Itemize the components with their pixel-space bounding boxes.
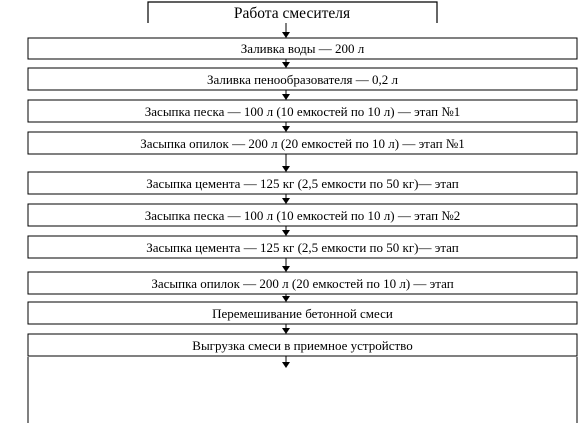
step-label-8: Засыпка опилок — 200 л (20 емкостей по 10 л) — этап xyxy=(151,276,454,291)
step-label-2: Заливка пенообразователя — 0,2 л xyxy=(206,72,399,87)
arrow-connector xyxy=(282,59,290,68)
step-box-1 xyxy=(28,38,577,59)
arrow-connector xyxy=(282,294,290,302)
step-box-10 xyxy=(28,334,577,356)
step-label-5: Засыпка цемента — 125 кг (2,5 емкости по 50 кг)— этап xyxy=(146,176,459,191)
step-label-1: Заливка воды — 200 л xyxy=(240,41,365,56)
step-label-7: Засыпка цемента — 125 кг (2,5 емкости по 50 кг)— этап xyxy=(146,240,459,255)
step-box-2 xyxy=(28,68,577,90)
step-box-9 xyxy=(28,302,577,324)
arrow-connector xyxy=(282,324,290,334)
step-box-6 xyxy=(28,204,577,226)
steps-group xyxy=(28,38,577,368)
step-box-5 xyxy=(28,172,577,194)
step-label-10: Выгрузка смеси в приемное устройство xyxy=(192,338,413,353)
step-label-9: Перемешивание бетонной смеси xyxy=(212,306,393,321)
arrow-connector xyxy=(282,194,290,204)
arrow-connector xyxy=(282,356,290,368)
step-box-7 xyxy=(28,236,577,258)
arrow-connector xyxy=(282,154,290,172)
continuation-frame xyxy=(28,357,577,423)
step-box-4 xyxy=(28,132,577,154)
step-label-6: Засыпка песка — 100 л (10 емкостей по 10 л) — этап №2 xyxy=(144,208,461,223)
arrow-connector xyxy=(282,226,290,236)
arrow-connector xyxy=(282,258,290,272)
arrow-connector xyxy=(282,23,290,38)
step-box-8 xyxy=(28,272,577,294)
step-label-4: Засыпка опилок — 200 л (20 емкостей по 10 л) — этап №1 xyxy=(140,136,465,151)
title-text: Работа смесителя xyxy=(233,5,351,22)
step-box-3 xyxy=(28,100,577,122)
step-label-3: Засыпка песка — 100 л (10 емкостей по 10 л) — этап №1 xyxy=(144,104,461,119)
arrow-connector xyxy=(282,122,290,132)
title-box xyxy=(148,2,437,23)
arrow-connector xyxy=(282,90,290,100)
